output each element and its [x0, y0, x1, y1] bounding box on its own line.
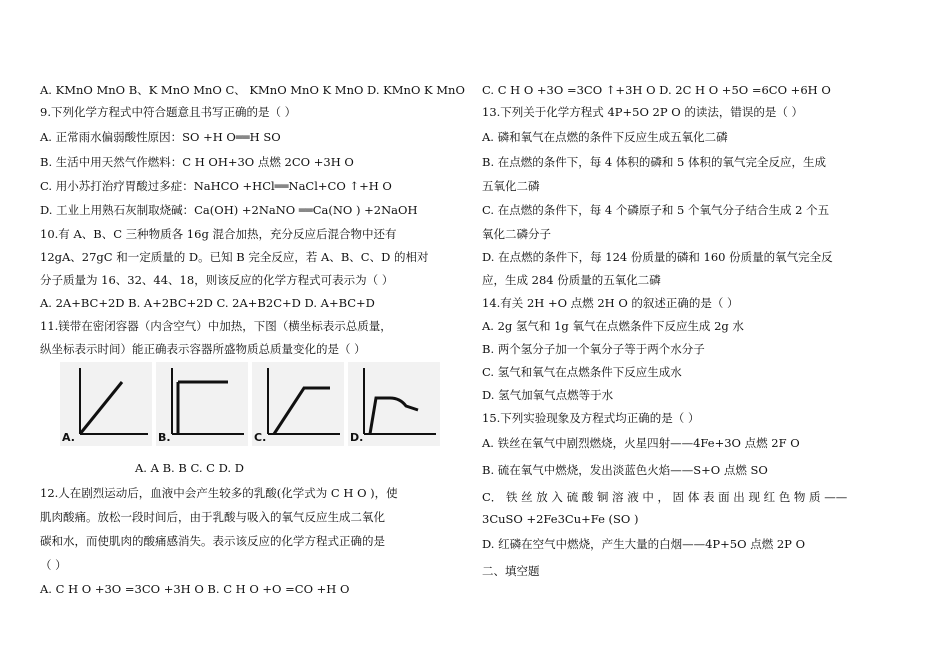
q11-graphs [60, 362, 480, 446]
q10-stem-line2: 12gA、27gC 和一定质量的 D。已知 B 完全反应，若 A、B、C、D 的相对 [40, 250, 429, 264]
graph-b-label: B. [158, 431, 171, 444]
q9-stem: 9.下列化学方程式中符合题意且书写正确的是（ ） [40, 105, 297, 119]
q15-stem: 15.下列实验现象及方程式均正确的是（ ） [482, 411, 700, 425]
q10-stem-line3: 分子质量为 16、32、44、18，则该反应的化学方程式可表示为（ ） [40, 273, 394, 287]
q14-option-d: D. 氢气加氧气点燃等于水 [482, 388, 614, 402]
q14-option-a: A. 2g 氢气和 1g 氧气在点燃条件下反应生成 2g 水 [482, 319, 744, 333]
q14-stem: 14.有关 2H +O 点燃 2H O 的叙述正确的是（ ） [482, 296, 739, 310]
graph-a-label: A. [62, 431, 75, 444]
q13-option-a: A. 磷和氧气在点燃的条件下反应生成五氧化二磷 [482, 130, 728, 144]
q12-stem-line1: 12.人在剧烈运动后，血液中会产生较多的乳酸(化学式为 C H O )，使 [40, 486, 398, 500]
right-column [482, 0, 922, 672]
q12-options-ab: A. C H O +3O =3CO +3H O B. C H O +O =CO +H O [40, 582, 350, 596]
q13-option-b-line2: 五氧化二磷 [482, 179, 540, 193]
graph-c-label: C. [254, 431, 267, 444]
q9-option-d: D. 工业上用熟石灰制取烧碱：Ca(OH) +2NaNO ══Ca(NO ) +2NaOH [40, 203, 418, 217]
q13-option-d-line1: D. 在点燃的条件下，每 124 份质量的磷和 160 份质量的氧气完全反 [482, 250, 833, 264]
q9-option-a: A. 正常雨水偏弱酸性原因：SO +H O══H SO [40, 130, 281, 144]
left-column [40, 0, 480, 672]
q12-options-cd: C. C H O +3O =3CO ↑+3H O D. 2C H O +5O =6CO +6H O [482, 83, 831, 97]
q11-options: A. A B. B C. C D. D [135, 461, 244, 475]
q10-options: A. 2A+BC+2D B. A+2BC+2D C. 2A+B2C+D D. A+BC+D [40, 296, 375, 310]
q15-option-b: B. 硫在氧气中燃烧，发出淡蓝色火焰——S+O 点燃 SO [482, 463, 768, 477]
q10-stem-line1: 10.有 A、B、C 三种物质各 16g 混合加热，充分反应后混合物中还有 [40, 227, 397, 241]
q8-options: A. KMnO MnO B、K MnO MnO C、 KMnO MnO K MnO D. KMnO K MnO [40, 83, 465, 97]
q9-option-c: C. 用小苏打治疗胃酸过多症：NaHCO +HCl══NaCl+CO ↑+H O [40, 179, 392, 193]
q15-option-c-line2: 3CuSO +2Fe3Cu+Fe (SO ) [482, 512, 639, 526]
q9-option-b: B. 生活中用天然气作燃料：C H OH+3O 点燃 2CO +3H O [40, 155, 354, 169]
q12-stem-line2: 肌肉酸痛。放松一段时间后，由于乳酸与吸入的氧气反应生成二氧化 [40, 510, 385, 524]
graph-a [60, 362, 152, 446]
section-fill-blank: 二、填空题 [482, 564, 540, 578]
graph-d-label: D. [350, 431, 364, 444]
graph-b [156, 362, 248, 446]
q15-option-a: A. 铁丝在氧气中剧烈燃烧，火星四射——4Fe+3O 点燃 2F O [482, 436, 800, 450]
q13-stem: 13.下列关于化学方程式 4P+5O 2P O 的读法，错误的是（ ） [482, 105, 803, 119]
q12-stem-line3: 碳和水，而使肌肉的酸痛感消失。表示该反应的化学方程式正确的是 [40, 534, 385, 548]
graph-d [348, 362, 440, 446]
q13-option-c-line2: 氧化二磷分子 [482, 227, 551, 241]
graph-c [252, 362, 344, 446]
q15-option-c-line1: C． 铁 丝 放 入 硫 酸 铜 溶 液 中 ， 固 体 表 面 出 现 红 色 物 质 —— [482, 490, 848, 504]
q11-stem-line2: 纵坐标表示时间）能正确表示容器所盛物质总质量变化的是（ ） [40, 342, 366, 356]
q13-option-c-line1: C. 在点燃的条件下，每 4 个磷原子和 5 个氧气分子结合生成 2 个五 [482, 203, 830, 217]
q15-option-d: D. 红磷在空气中燃烧，产生大量的白烟——4P+5O 点燃 2P O [482, 537, 806, 551]
q11-stem-line1: 11.镁带在密闭容器（内含空气）中加热，下图（横坐标表示总质量， [40, 319, 392, 333]
q13-option-b-line1: B. 在点燃的条件下，每 4 体积的磷和 5 体积的氧气完全反应，生成 [482, 155, 827, 169]
q13-option-d-line2: 应，生成 284 份质量的五氧化二磷 [482, 273, 661, 287]
q12-stem-line4: （ ） [40, 558, 67, 572]
q14-option-b: B. 两个氢分子加一个氧分子等于两个水分子 [482, 342, 705, 356]
q14-option-c: C. 氢气和氧气在点燃条件下反应生成水 [482, 365, 682, 379]
